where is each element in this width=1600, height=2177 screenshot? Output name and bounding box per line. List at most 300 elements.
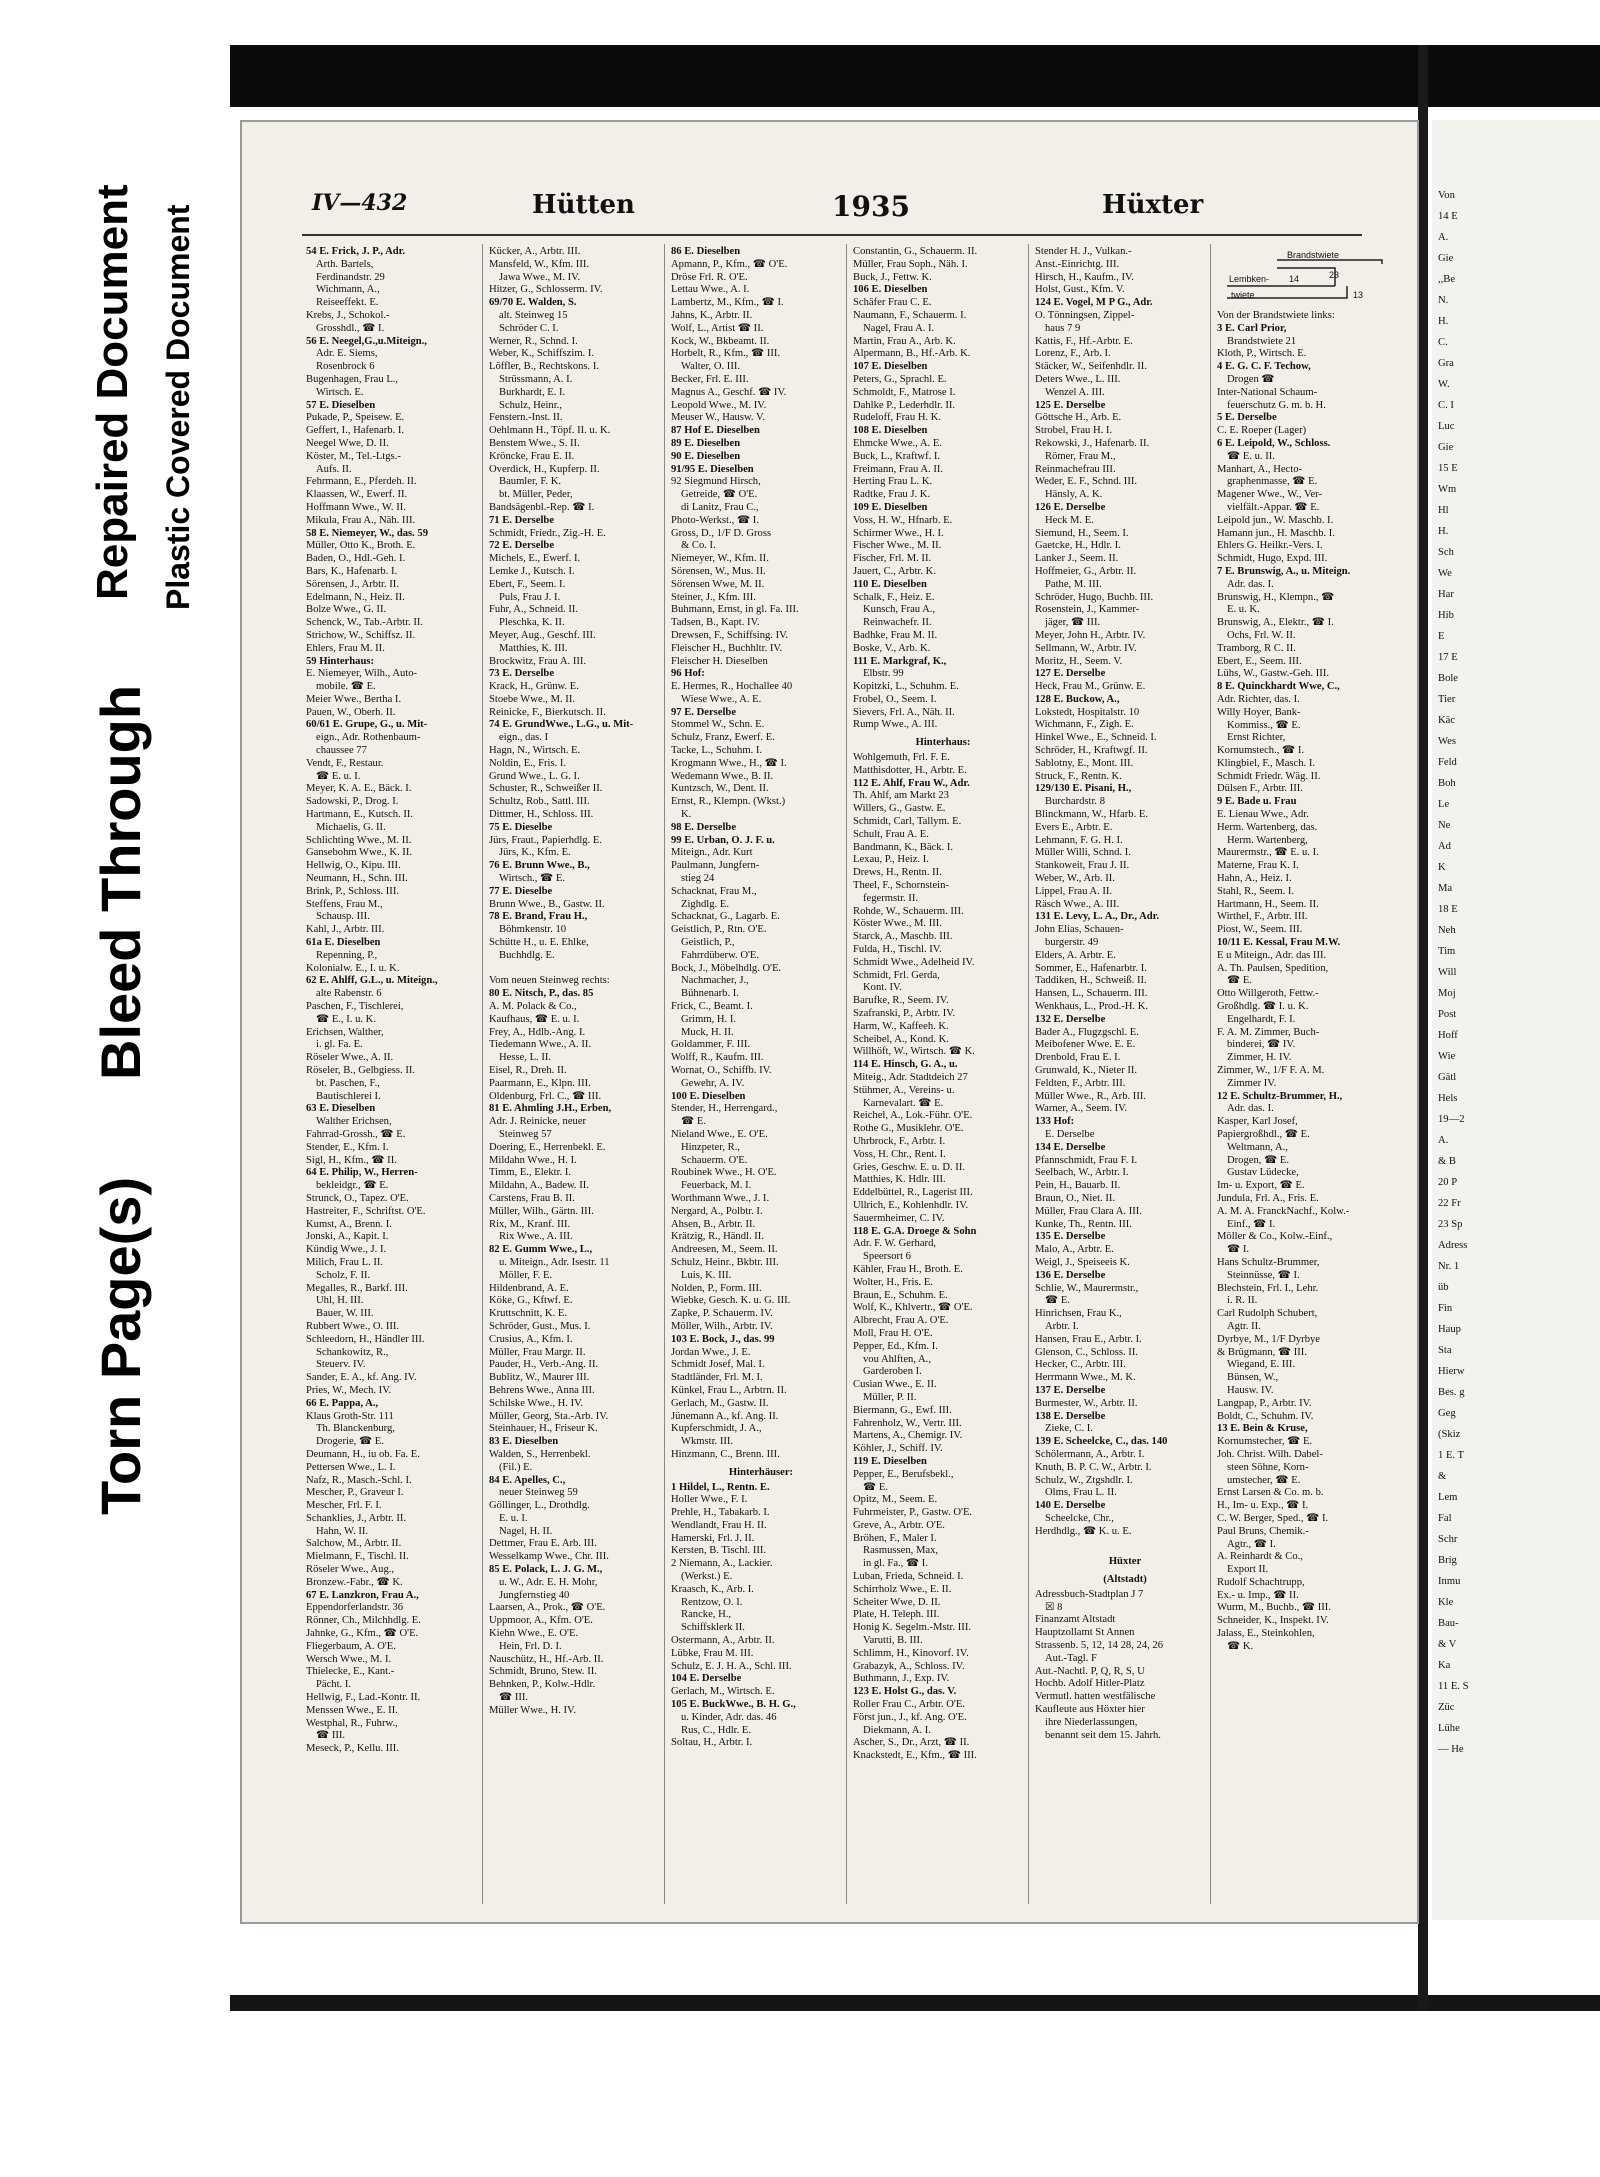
directory-entry: 84 E. Apelles, C., [489,1474,566,1486]
directory-entry: 90 E. Dieselben [671,450,741,462]
header-rule [302,234,1362,236]
directory-entry: Wkmstr. III. [681,1436,734,1448]
directory-entry: Schmoldt, F., Matrose I. [853,386,956,398]
directory-entry: Stahl, R., Seem. I. [1217,885,1295,897]
directory-entry: Honig K. Segelm.-Mstr. III. [853,1622,971,1634]
directory-entry: Szafranski, P., Arbtr. IV. [853,1008,956,1020]
directory-entry: Pfannschmidt, Frau F. I. [1035,1154,1138,1166]
directory-entry: 129/130 E. Pisani, H., [1035,783,1132,795]
directory-entry: Eisel, R., Dreh. II. [489,1065,567,1076]
directory-entry: Gerlach, M., Wirtsch. E. [671,1686,775,1698]
directory-entry: Hitzer, G., Schlosserm. IV. [489,284,603,296]
directory-entry: Müller Wwe., R., Arb. III. [1035,1090,1147,1102]
directory-entry: Köster, M., Tel.-Ltgs.- [306,450,401,462]
directory-entry: Speersort 6 [863,1251,911,1263]
directory-entry: feuerschutz G. m. b. H. [1227,399,1326,411]
directory-entry: ☎ III. [499,1692,529,1704]
directory-entry: Michaelis, G. II. [316,821,386,833]
directory-entry: Scheiter Wwe, D. II. [853,1596,941,1608]
directory-entry: Hamann jun., H. Maschb. I. [1217,527,1335,539]
directory-entry: Nolden, P., Form. III. [671,1282,762,1294]
directory-entry: Hagn, N., Wirtsch. E. [489,745,581,757]
directory-entry: Scheelcke, Chr., [1045,1512,1114,1524]
directory-entry: 83 E. Dieselben [489,1436,559,1448]
adjacent-page-fragment: Schr [1438,1534,1458,1545]
directory-entry: Edelmann, N., Heiz. II. [306,591,405,603]
adjacent-page-fragment: Ad [1438,841,1451,852]
directory-entry: Schneider, K., Inspekt. IV. [1217,1615,1329,1627]
directory-entry: Adr. Richter, das. I. [1217,693,1300,705]
directory-entry: Roubinek Wwe., H. O'E. [671,1167,777,1179]
directory-entry: Müller, Wilh., Gärtn. III. [489,1205,594,1217]
adjacent-page-fragment: Haup [1438,1324,1461,1335]
directory-entry: Fleischer H., Buchhltr. IV. [671,642,783,654]
directory-entry: Deters Wwe., L. III. [1035,373,1121,385]
directory-entry: 74 E. GrundWwe., L.G., u. Mit- [489,719,634,731]
directory-entry: Meuser W., Hausw. V. [671,412,765,424]
directory-entry: Hinzmann, C., Brenn. III. [671,1448,780,1460]
directory-entry: (Fil.) E. [499,1461,533,1473]
directory-entry: Ullrich, E., Kohlenhdlr. IV. [853,1199,969,1211]
adjacent-page-fragment: Neh [1438,925,1456,936]
directory-entry: Hansen, Frau E., Arbtr. I. [1035,1333,1142,1345]
directory-entry: Feuerback, M. I. [681,1180,752,1192]
sketch-label-num1: 23 [1329,270,1340,280]
directory-entry: 132 E. Derselbe [1035,1013,1106,1025]
directory-entry: Ferdinandstr. 29 [316,271,385,283]
directory-entry: Glenson, C., Schloss. II. [1035,1346,1138,1358]
directory-entry: Bandmann, K., Bäck. I. [853,841,954,853]
directory-entry: Steinweg 57 [499,1128,552,1140]
directory-entry: Stankoweit, Frau J. II. [1035,860,1130,872]
adjacent-page-fragment: Nr. 1 [1438,1261,1460,1272]
directory-entry: Hamerski, Frl. J. II. [671,1532,755,1544]
directory-entry: Römer, Frau M., [1045,450,1116,462]
directory-entry: Stommel W., Schn. E. [671,719,765,731]
directory-entry: Schankowitz, R., [316,1346,389,1358]
directory-entry: Rix, M., Kranf. III. [489,1218,571,1230]
directory-entry: jäger, ☎ III. [1045,617,1101,629]
label-bleed-through: Bleed Through [89,684,152,1080]
directory-entry: Bauer, W. III. [316,1308,374,1320]
page-number: IV—432 [312,190,408,216]
directory-entry: Geistlich, P., Rtn. O'E. [671,924,767,936]
directory-entry: (Werkst.) E. [681,1571,733,1583]
directory-entry: Puls, Frau J. I. [499,591,561,603]
directory-entry: Blechstein, Frl. I., Lehr. [1217,1282,1319,1294]
directory-entry: Maurermstr., ☎ E. u. I. [1217,847,1319,859]
directory-entry: Braun, E., Schuhm. E. [853,1289,948,1301]
adjacent-page-fragment: Ne [1438,820,1451,831]
directory-entry: Kumst, A., Brenn. I. [306,1218,392,1230]
directory-entry: Sörensen, W., Mus. II. [671,565,766,577]
directory-entry: Hartmann, E., Kutsch. II. [306,809,414,821]
directory-entry: in gl. Fa., ☎ I. [863,1558,928,1570]
directory-entry: Meyer, John H., Arbtr. IV. [1035,629,1146,641]
directory-entry: Karnevalart. ☎ E. [863,1097,944,1109]
directory-entry: Strassenb. 5, 12, 14 28, 24, 26 [1035,1640,1164,1652]
directory-entry: Sablotny, E., Mont. III. [1035,757,1134,769]
directory-entry: Mescher, Frl. F. I. [306,1500,382,1512]
directory-entry: Manhart, A., Hecto- [1217,463,1303,475]
directory-entry: 73 E. Derselbe [489,668,555,680]
directory-entry: Piost, W., Seem. III. [1217,924,1303,936]
directory-entry: Im- u. Export, ☎ E. [1217,1180,1305,1192]
directory-entry: 6 E. Leipold, W., Schloss. [1217,437,1331,449]
directory-entry: Ebert, E., Seem. III. [1217,655,1302,667]
directory-entry: 105 E. BuckWwe., B. H. G., [671,1699,796,1711]
directory-entry: Steiner, J., Kfm. III. [671,591,756,603]
directory-entry: O. Tönningsen, Zippel- [1035,309,1135,321]
adjacent-page-fragment: & V [1438,1639,1457,1650]
adjacent-page-fragment: H. [1438,526,1449,537]
directory-entry: Tadsen, B., Kapt. IV. [671,617,760,629]
directory-entry: mobile. ☎ E. [316,681,376,693]
directory-entry: Wirtsch. E. [316,386,364,398]
directory-entry: Fleischer H. Dieselben [671,655,768,667]
directory-entry: Kopitzki, L., Schuhm. E. [853,681,959,693]
directory-entry: Rubbert Wwe., O. III. [306,1320,400,1332]
directory-entry: Tiedemann Wwe., A. II. [489,1039,592,1051]
directory-entry: 72 E. Derselbe [489,540,555,552]
directory-entry: Lambertz, M., Kfm., ☎ I. [671,297,784,309]
directory-entry: Siemund, H., Seem. I. [1035,527,1129,539]
label-repaired-document: Repaired Document [88,184,137,600]
adjacent-page-fragment: Ma [1438,883,1453,894]
directory-entry: E. u. I. [499,1512,528,1524]
directory-entry: Sellmann, W., Arbtr. IV. [1035,642,1137,654]
directory-entry: Timm, E., Elektr. I. [489,1167,572,1179]
directory-entry: Möller & Co., Kolw.-Einf., [1217,1231,1333,1243]
directory-entry: Otto Willgeroth, Fettw.- [1217,988,1319,1000]
directory-entry: Köke, G., Kftwf. E. [489,1295,573,1307]
directory-entry: u. W., Adr. E. H. Mohr, [499,1576,598,1588]
directory-entry: Schulz, E. J. H. A., Schl. III. [671,1660,792,1672]
directory-entry: Zimmer IV. [1227,1077,1277,1089]
directory-entry: Schirmer Wwe., H. I. [853,527,944,539]
directory-entry: Cusian Wwe., E. II. [853,1379,937,1391]
directory-entry: Kattis, F., Hf.-Arbtr. E. [1035,335,1133,347]
directory-entry: Sauermheimer, C. IV. [853,1212,945,1224]
directory-entry: burgerstr. 49 [1045,937,1099,949]
directory-entry: Aut.-Nachtl. P, Q, R, S, U [1035,1665,1145,1677]
directory-entry: Jahns, K., Arbtr. II. [671,309,753,321]
directory-entry: Dröse Frl. R. O'E. [671,271,748,283]
directory-entry: Dülsen F., Arbtr. III. [1217,783,1303,795]
directory-entry: Werner, R., Schnd. I. [489,335,578,347]
directory-entry: 131 E. Levy, L. A., Dr., Adr. [1035,911,1160,923]
directory-entry: Diekmann, A. I. [863,1724,931,1736]
directory-entry: Menssen Wwe., E. II. [306,1704,398,1716]
directory-entry: Wornat, O., Schiffb. IV. [671,1065,772,1076]
directory-entry: Fahrrad-Grossh., ☎ E. [306,1128,406,1140]
directory-entry: Grabazyk, A., Schloss. IV. [853,1660,965,1672]
adjacent-page-fragment: 19—2 [1438,1114,1465,1125]
directory-entry: Wichmann, F., Zigh. E. [1035,719,1134,731]
directory-entry: Kommiss., ☎ E. [1227,719,1301,731]
directory-entry: Soltau, H., Arbtr. I. [671,1737,753,1749]
directory-entry: Hein, Frl. D. I. [499,1640,562,1652]
directory-entry: Weber, W., Arb. II. [1035,873,1115,885]
adjacent-page-fragment: Feld [1438,757,1457,768]
adjacent-page-fragment: 1 E. T [1438,1450,1464,1461]
directory-entry: Wichmann, A., [316,284,380,296]
directory-entry: Drogen, ☎ E. [1227,1154,1290,1166]
directory-entry: i. gl. Fa. E. [316,1039,363,1051]
adjacent-page-fragment: A. [1438,1135,1449,1146]
directory-entry: Räsch Wwe., A. III. [1035,898,1120,910]
directory-entry: 10/11 E. Kessal, Frau M.W. [1217,937,1341,949]
directory-entry: Rix Wwe., A. III. [499,1231,573,1243]
directory-entry: Mielmann, F., Tischl. II. [306,1551,409,1563]
scanner-band-gutter [1418,45,1428,2011]
adjacent-page-fragment: Ka [1438,1660,1451,1671]
adjacent-page-fragment: Har [1438,589,1454,600]
directory-entry: A. Th. Paulsen, Spedition, [1217,962,1329,974]
directory-entry: Kaufhaus, ☎ E. u. I. [489,1013,580,1025]
adjacent-page-fragment: Bau- [1438,1618,1459,1629]
directory-entry: Buchhdlg. E. [499,949,555,961]
directory-entry: Olms, Frau L. II. [1045,1487,1117,1499]
directory-entry: Eppendorferlandstr. 36 [306,1602,404,1614]
directory-entry: Pepper, Ed., Kfm. I. [853,1340,938,1352]
adjacent-page-fragment: C. I [1438,400,1454,411]
directory-entry: Burmester, W., Arbtr. II. [1035,1397,1138,1409]
adjacent-page-fragment: Moj [1438,988,1456,999]
adjacent-page-fragment: E [1438,631,1445,642]
directory-entry: Hoffmann Wwe., W. II. [306,501,406,513]
directory-entry: 5 E. Derselbe [1217,412,1277,424]
directory-entry: Brink, P., Schloss. III. [306,885,399,897]
directory-entry: Pein, H., Bauarb. II. [1035,1180,1121,1192]
directory-entry: Eddelbüttel, R., Lagerist III. [853,1187,973,1199]
directory-entry: Gaetcke, H., Hdlr. I. [1035,540,1121,552]
directory-entry: 119 E. Dieselben [853,1455,927,1467]
directory-entry: Drogerie, ☎ E. [316,1436,384,1448]
directory-entry: C. E. Roeper (Lager) [1217,425,1307,437]
adjacent-page-fragment: Bes. g [1438,1387,1465,1398]
directory-entry: Hinzpeter, R., [681,1141,740,1153]
directory-entry: Becker, Frl. E. III. [671,373,749,385]
directory-entry: Wirtsch., ☎ E. [499,873,566,885]
directory-entry: 66 E. Pappa, A., [306,1397,379,1409]
directory-entry: Materne, Frau K. I. [1217,860,1299,872]
directory-entry: Willy Hoyer, Bank- [1217,706,1301,718]
directory-entry: bt. Paschen, F., [316,1077,380,1089]
directory-entry: E. Derselbe [1045,1128,1095,1140]
directory-entry: Pathe, M. III. [1045,578,1102,590]
sketch-label-side: Lembken- [1229,274,1270,284]
directory-entry: Harm, W., Kaffeeh. K. [853,1020,949,1032]
directory-entry: Naumann, F., Schauerm. I. [853,309,967,321]
directory-entry: Burkhardt, E. I. [499,386,566,398]
directory-entry: Biermann, G., Ewf. III. [853,1404,952,1416]
directory-entry: Kornumstecher, ☎ E. [1217,1436,1313,1448]
directory-entry: Hinkel Wwe., E., Schneid. I. [1035,732,1157,744]
directory-entry: Ernst Larsen & Co. m. b. [1217,1487,1324,1499]
directory-entry: Papiergroßhdl., ☎ E. [1217,1129,1310,1140]
directory-entry: Nauschütz, H., Hf.-Arb. II. [489,1653,604,1665]
directory-entry: 107 E. Dieselben [853,361,928,373]
directory-entry: Meyer, Aug., Geschf. III. [489,629,596,641]
directory-entry: Agtr., ☎ I. [1227,1538,1276,1550]
directory-entry: Kupferschmidt, J. A., [671,1423,762,1435]
directory-entry: ☎ III. [316,1730,346,1742]
directory-entry: Sörensen Wwe, M. II. [671,578,765,590]
directory-entry: Fahrrdüberw. O'E. [681,949,760,961]
adjacent-page-fragment: ,,Be [1438,274,1456,285]
directory-entry: 126 E. Derselbe [1035,501,1106,513]
directory-entry: Stoebe Wwe., M. II. [489,693,576,705]
directory-entry: Martens, A., Chemigr. IV. [853,1430,963,1442]
directory-entry: haus 7 9 [1045,322,1081,334]
adjacent-page-fragment: N. [1438,295,1449,306]
directory-entry: Stender, E., Kfm. I. [306,1141,389,1153]
directory-entry: Rosenbrock 6 [316,361,375,373]
directory-entry: Schausp. III. [316,911,370,923]
directory-entry: Künkel, Frau L., Arbtrn. II. [671,1384,787,1396]
directory-entry: Meseck, P., Kellu. III. [306,1743,399,1755]
directory-entry: Fulda, H., Tischl. IV. [853,944,942,956]
directory-entry: 3 E. Carl Prior, [1217,322,1287,334]
directory-entry: Jundula, Frl. A., Fris. E. [1217,1192,1319,1204]
directory-entry: Reinicke, F., Bierkutsch. II. [489,706,606,718]
directory-entry: Bock, J., Möbelhdlg. O'E. [671,962,782,974]
directory-entry: Fenstern.-Inst. II. [489,412,563,424]
directory-entry: Lübke, Frau M. III. [671,1647,754,1659]
directory-entry: Schauerm. O'E. [681,1154,748,1166]
directory-entry: Pukade, P., Speisew. E. [306,412,405,424]
directory-entry: Arbtr. I. [1045,1320,1079,1332]
directory-entry: Gross, D., 1/F D. Gross [671,527,772,539]
directory-entry: 127 E. Derselbe [1035,668,1106,680]
directory-entry: Thielecke, E., Kant.- [306,1666,395,1678]
directory-entry: Kaufleute aus Höxter hier [1035,1704,1145,1716]
directory-entry: Paul Bruns, Chemik.- [1217,1525,1309,1537]
directory-entry: Steinhauer, H., Friseur K. [489,1423,598,1435]
directory-entry: Photo-Werkst., ☎ I. [671,514,759,526]
directory-entry: Moll, Frau H. O'E. [853,1327,933,1339]
adjacent-page-fragment: Tim [1438,946,1456,957]
adjacent-page-fragment: Sta [1438,1345,1452,1356]
directory-entry: Stender, H., Herrengard., [671,1103,778,1115]
directory-entry: Opitz, M., Seem. E. [853,1494,938,1506]
directory-entry: Anst.-Einrichtg. III. [1035,258,1120,270]
adjacent-page-fragment: Wm [1438,484,1457,495]
directory-entry: Gerlach, M., Gastw. II. [671,1397,769,1409]
adjacent-page-fragment: Luc [1438,421,1455,432]
directory-entry: A. M. Polack & Co., [489,1001,577,1013]
directory-entry: Schütte H., u. E. Ehlke, [489,937,589,949]
directory-entry: 140 E. Derselbe [1035,1500,1106,1512]
directory-entry: Constantin, G., Schauerm. II. [853,246,978,257]
adjacent-page-fragment: Fin [1438,1303,1453,1314]
directory-entry: 60/61 E. Grupe, G., u. Mit- [306,719,428,731]
directory-entry: Wirthel, F., Arbtr. III. [1217,911,1308,923]
directory-entry: Jawa Wwe., M. IV. [499,271,581,283]
directory-entry: Wenzel A. III. [1045,386,1105,398]
adjacent-page-fragment: Gie [1438,253,1454,264]
directory-entry: 62 E. Ahlff, G.L., u. Miteign., [306,975,438,987]
directory-entry: Weigl, J., Speiseeis K. [1035,1256,1130,1268]
directory-entry: Bronzew.-Fabr., ☎ K. [306,1576,403,1588]
directory-entry: Buthmann, J., Exp. IV. [853,1673,950,1685]
adjacent-page-fragment: Wes [1438,736,1456,747]
directory-entry: 56 E. Neegel,G.,u.Miteign., [306,335,427,347]
directory-entry: umstecher, ☎ E. [1227,1474,1301,1486]
directory-entry: Frey, A., Hdlb.-Ang. I. [489,1026,586,1038]
directory-entry: Hänsly, A. K. [1045,489,1103,501]
directory-entry: & Brügmann, ☎ III. [1217,1346,1307,1358]
directory-entry: 71 E. Derselbe [489,514,555,526]
directory-entry: Rancke, H., [681,1609,732,1621]
directory-entry: bekleidgr., ☎ E. [316,1180,389,1192]
directory-entry: i. R. II. [1227,1295,1258,1307]
directory-entry: Röseler Wwe., Aug., [306,1564,395,1576]
directory-entry: 103 E. Bock, J., das. 99 [671,1333,775,1345]
directory-entry: Fahrenholz, W., Vertr. III. [853,1417,962,1429]
directory-entry: Ehlers G. Heilkr.-Vers. I. [1217,540,1323,552]
directory-entry: Warner, A., Seem. IV. [1035,1103,1128,1115]
directory-entry: Ochs, Frl. W. II. [1227,629,1296,641]
directory-page [240,120,1419,1924]
directory-entry: Boske, V., Arb. K. [853,642,931,654]
directory-entry: Pächt. I. [316,1679,352,1691]
directory-entry: 96 Hof: [671,668,705,680]
directory-entry: 8 E. Quinckhardt Wwe, C., [1217,681,1340,693]
directory-entry: Krack, H., Grünw. E. [489,681,579,693]
directory-entry: Apmann, P., Kfm., ☎ O'E. [671,258,788,270]
archive-labels [0,0,230,1600]
directory-entry: E. Lienau Wwe., Adr. [1217,809,1309,821]
directory-entry: Oldenburg, Frl. C., ☎ III. [489,1090,602,1102]
directory-entry: Albrecht, Frau A. O'E. [853,1315,949,1327]
directory-entry: 75 E. Dieselbe [489,821,553,833]
directory-entry: Burchardstr. 8 [1045,796,1106,808]
directory-entry: 138 E. Derselbe [1035,1410,1106,1422]
directory-entry: Herrmann Wwe., M. K. [1035,1372,1136,1384]
directory-entry: Krätzig, R., Händl. II. [671,1231,764,1243]
directory-entry: Kasper, Karl Josef, [1217,1116,1298,1128]
directory-entry: Fischer Wwe., M. II. [853,540,942,552]
directory-entry: Kock, W., Bkbeamt. II. [671,335,770,347]
directory-entry: Wolf, K., Khlvertr., ☎ O'E. [853,1302,973,1314]
directory-entry: 136 E. Derselbe [1035,1269,1106,1281]
directory-entry: Gustav Lüdecke, [1227,1167,1299,1179]
directory-entry: Holler Wwe., F. I. [671,1494,748,1506]
directory-entry: Dittmer, H., Schloss. III. [489,809,594,821]
directory-entry: Hellwig, F., Lad.-Kontr. II. [306,1692,421,1704]
directory-entry: Ernst Richter, [1227,732,1286,744]
directory-entry: Zimmer, H. IV. [1227,1052,1292,1064]
directory-entry: Kloth, P., Wirtsch. E. [1217,348,1307,360]
directory-entry: Magener Wwe., W., Ver- [1217,489,1323,501]
directory-entry: Sörensen, J., Arbtr. II. [306,578,399,590]
directory-entry: 76 E. Brunn Wwe., B., [489,860,590,872]
directory-entry: Schmidt Josef, Mal. I. [671,1359,765,1371]
directory-entry: Kiehn Wwe., E. O'E. [489,1628,579,1640]
adjacent-page-fragment: & B [1438,1156,1456,1167]
directory-entry: Behnken, P., Kolw.-Hdlr. [489,1679,596,1691]
directory-entry: Fuhr, A., Schneid. II. [489,604,579,616]
directory-entry: Pleschka, K. II. [499,617,565,629]
adjacent-page-fragment: Käc [1438,715,1456,726]
directory-entry: Doering, E., Herrenbekl. E. [489,1141,606,1153]
directory-entry: Fehrmann, E., Pferdeh. II. [306,476,417,488]
directory-entry: Brandstwiete 21 [1227,335,1297,347]
directory-entry: Hecker, C., Arbtr. III. [1035,1359,1126,1371]
directory-entry: Ostermann, A., Arbtr. II. [671,1635,775,1647]
